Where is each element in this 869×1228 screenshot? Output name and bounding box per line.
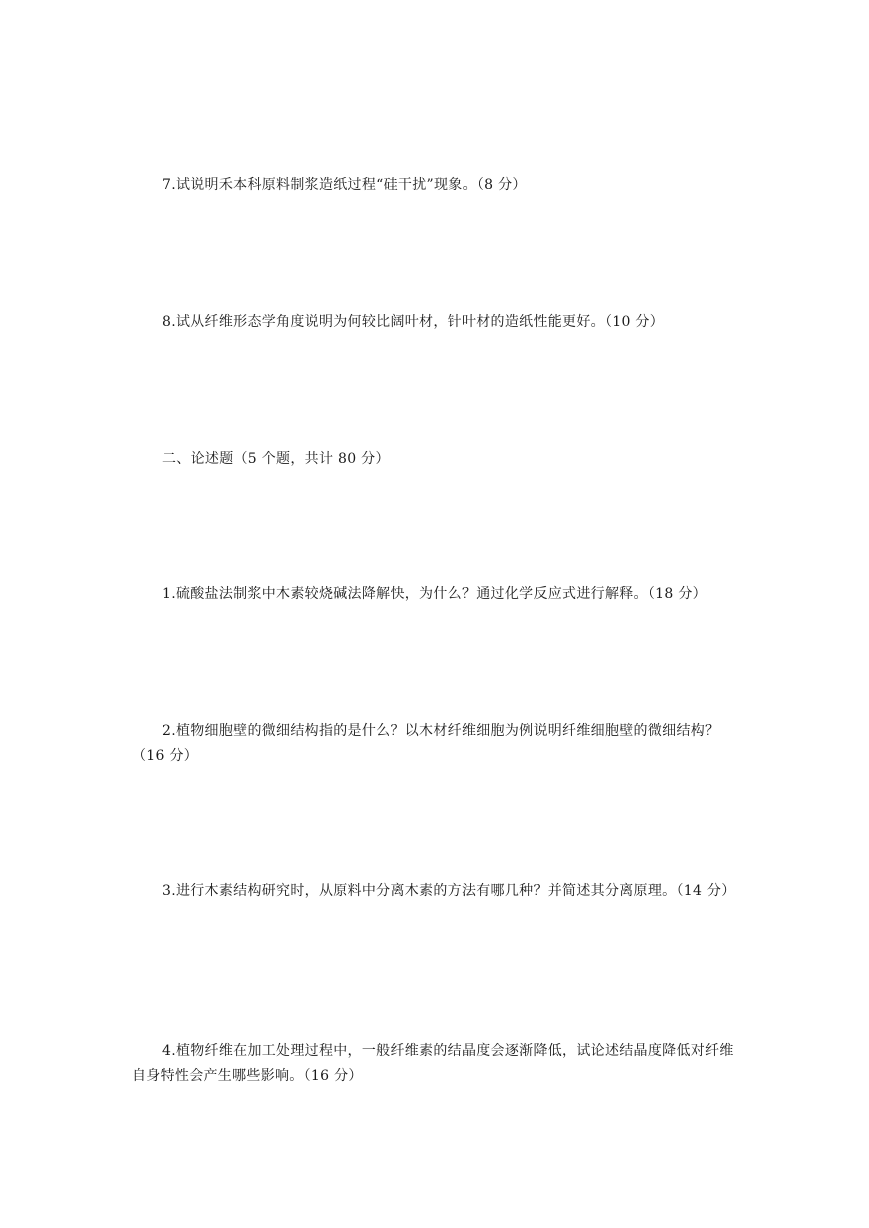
question-8: 8.试从纤维形态学角度说明为何较比阔叶材，针叶材的造纸性能更好。（10 分） xyxy=(162,314,665,330)
section-heading-essay: 二、论述题（5 个题，共计 80 分） xyxy=(162,451,390,467)
essay-question-1: 1.硫酸盐法制浆中木素较烧碱法降解快，为什么？通过化学反应式进行解释。（18 分） xyxy=(162,586,707,602)
essay-question-3: 3.进行木素结构研究时，从原料中分离木素的方法有哪几种？并简述其分离原理。（14 分） xyxy=(162,883,736,899)
essay-question-4: 4.植物纤维在加工处理过程中，一般纤维素的结晶度会逐渐降低，试论述结晶度降低对纤维自身特性会产生哪些影响。（16 分） xyxy=(132,1043,734,1084)
question-7: 7.试说明禾本科原料制浆造纸过程“硅干扰”现象。（8 分） xyxy=(162,177,527,193)
essay-question-2: 2.植物细胞壁的微细结构指的是什么？以木材纤维细胞为例说明纤维细胞壁的微细结构？（16 分） xyxy=(132,723,720,764)
